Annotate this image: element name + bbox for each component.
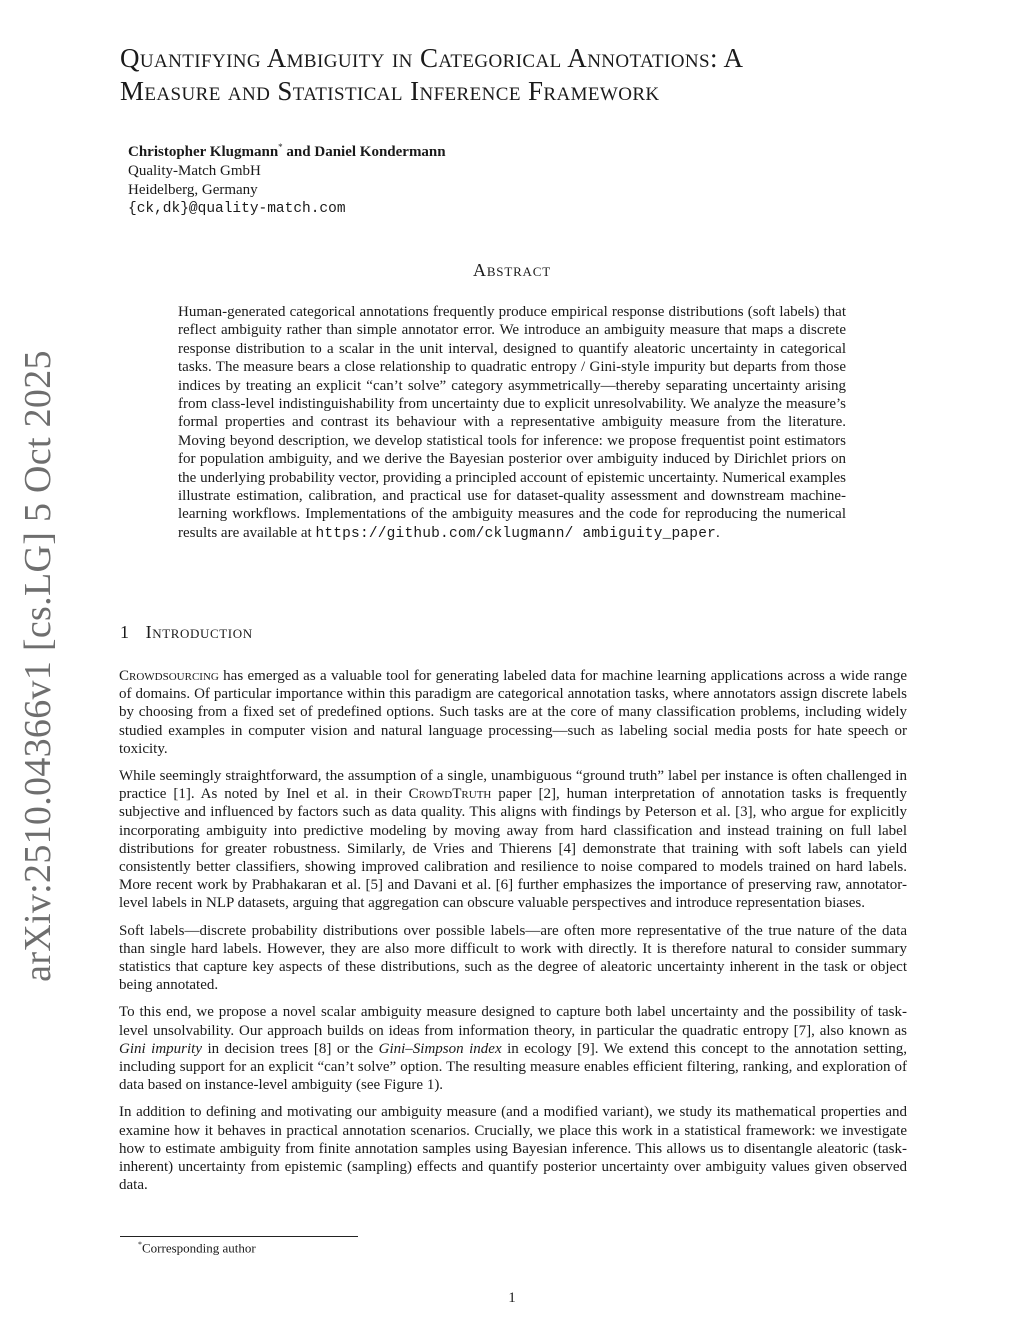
abstract-text [178, 303, 846, 543]
footnote-marker: * [138, 1240, 142, 1249]
paragraph [119, 767, 907, 913]
paragraph-text: in ecology [9]. We extend this concept to the annotation setting, including support for an explicit “can’t solve” option. The resulting measure enables efficient filtering, ranking, and exploration of data based on instance-level ambiguity (see Figure 1). [119, 1040, 908, 1094]
gini-simpson-term: Gini–Simpson index [378, 1040, 502, 1057]
corresponding-marker: * [278, 142, 283, 152]
paragraph: Soft labels—discrete probability distributions over possible labels—are often more representative of the true nature of the data than single hard labels. However, they are also more difficult to work with directly. It is therefore natural to consider summary statistics that capture key aspects of these distributions, such as the degree of aleatoric uncertainty inherent in the task or object being annotated. [119, 922, 907, 994]
lead-term: Crowdsourcing [119, 668, 219, 684]
author-block [128, 138, 446, 219]
paper-title [120, 42, 920, 108]
introduction-body [119, 667, 907, 1203]
footnote-divider [120, 1236, 358, 1237]
paragraph [119, 1003, 907, 1094]
author-first: Christopher Klugmann [128, 144, 279, 160]
paragraph-text: To this end, we propose a novel scalar ambiguity measure designed to capture both label uncertainty and the possibility of task-level unsolvability. Our approach builds on ideas from information theory, in particular the quadratic entropy [7], also known as [119, 1004, 907, 1039]
paragraph-text: paper [2], human interpretation of annotation tasks is frequently subjective and influenced by factors such as data quality. This aligns with findings by Peterson et al. [3], who argue for explicitly incorporating ambiguity into predictive modeling by moving away from hard classification and instead training on full label distributions for greater robustness. Similarly, de Vries and Thierens [4] demonstrate that training with soft labels can yield consistently better classifiers, showing improved calibration and resilience to noise compared to models trained on hard labels. More recent work by Prabhakaran et al. [5] and Davani et al. [6] further emphasizes the importance of preserving raw, annotator-level labels in NLP datasets, arguing that aggregation can obscure valuable perspectives and introduce representation biases. [119, 786, 907, 912]
paragraph [119, 667, 907, 758]
author-second: and Daniel Kondermann [282, 144, 446, 160]
section-heading-introduction [120, 622, 253, 643]
title-line-1: Quantifying Ambiguity in Categorical Annotations: A [120, 43, 744, 73]
code-repository-link[interactable]: https://github.com/cklugmann/ ambiguity_paper [315, 525, 717, 542]
paragraph-text: While seemingly straightforward, the assumption of a single, unambiguous “ground truth” label per instance is often challenged in practice [1]. As noted by Inel et al. in their [119, 768, 907, 803]
author-names [128, 138, 446, 162]
paragraph-text: has emerged as a valuable tool for generating labeled data for machine learning applications across a wide range of domains. Of particular importance within this paradigm are categorical annotation tasks, where annotators assign discrete labels by choosing from a fixed set of predefined options. Such tasks are at the core of many classification problems, including widely studied examples in computer vision and natural language processing—such as labeling social media posts for hate speech or toxicity. [119, 668, 907, 757]
crowdtruth-term: CrowdTruth [408, 786, 492, 803]
footnote [138, 1240, 256, 1256]
abstract-body: Human-generated categorical annotations frequently produce empirical response distributions (soft labels) that reflect ambiguity rather than simple annotator error. We introduce an ambiguity measure that maps a discrete response distribution to a scalar in the unit interval, designed to quantify aleatoric uncertainty in categorical tasks. The measure bears a close relationship to quadratic entropy / Gini-style impurity but departs from those indices by treating an explicit “can’t solve” category asymmetrically—thereby separating uncertainty arising from class-level indistinguishability from uncertainty due to explicit unresolvability. We analyze the measure’s formal properties and contrast its behaviour with a representative ambiguity measure from the literature. Moving beyond description, we develop statistical tools for inference: we propose frequentist point estimators for population ambiguity, and we derive the Bayesian posterior over ambiguity induced by Dirichlet priors on the underlying probability vector, providing a principled account of epistemic uncertainty. Numerical examples illustrate estimation, calibration, and practical use for dataset-quality assessment and downstream machine-learning workflows. Implementations of the ambiguity measures and the code for reproducing the numerical results are available at [178, 304, 846, 541]
location: Heidelberg, Germany [128, 182, 258, 198]
title-line-2: Measure and Statistical Inference Framework [120, 76, 660, 106]
section-title: Introduction [145, 622, 253, 642]
abstract-heading: Abstract [473, 260, 551, 280]
paragraph-text: in decision trees [8] or the [201, 1040, 379, 1057]
gini-impurity-term: Gini impurity [119, 1040, 202, 1057]
author-email: {ck,dk}@quality-match.com [128, 201, 346, 217]
abstract-end: . [716, 524, 720, 541]
affiliation: Quality-Match GmbH [128, 163, 261, 179]
footnote-text: Corresponding author [142, 1240, 256, 1256]
arxiv-sidebar-stamp: arXiv:2510.04366v1 [cs.LG] 5 Oct 2025 [17, 350, 59, 982]
section-number: 1 [120, 622, 130, 642]
page-number: 1 [508, 1290, 516, 1306]
paragraph: In addition to defining and motivating our ambiguity measure (and a modified variant), we study its mathematical properties and examine how it behaves in practical annotation scenarios. Crucially, we place this work in a statistical framework: we investigate how to estimate ambiguity from finite annotation samples using Bayesian inference. This allows us to disentangle aleatoric (task-inherent) uncertainty from epistemic (sampling) effects and quantify posterior uncertainty over ambiguity values given observed data. [119, 1104, 907, 1194]
